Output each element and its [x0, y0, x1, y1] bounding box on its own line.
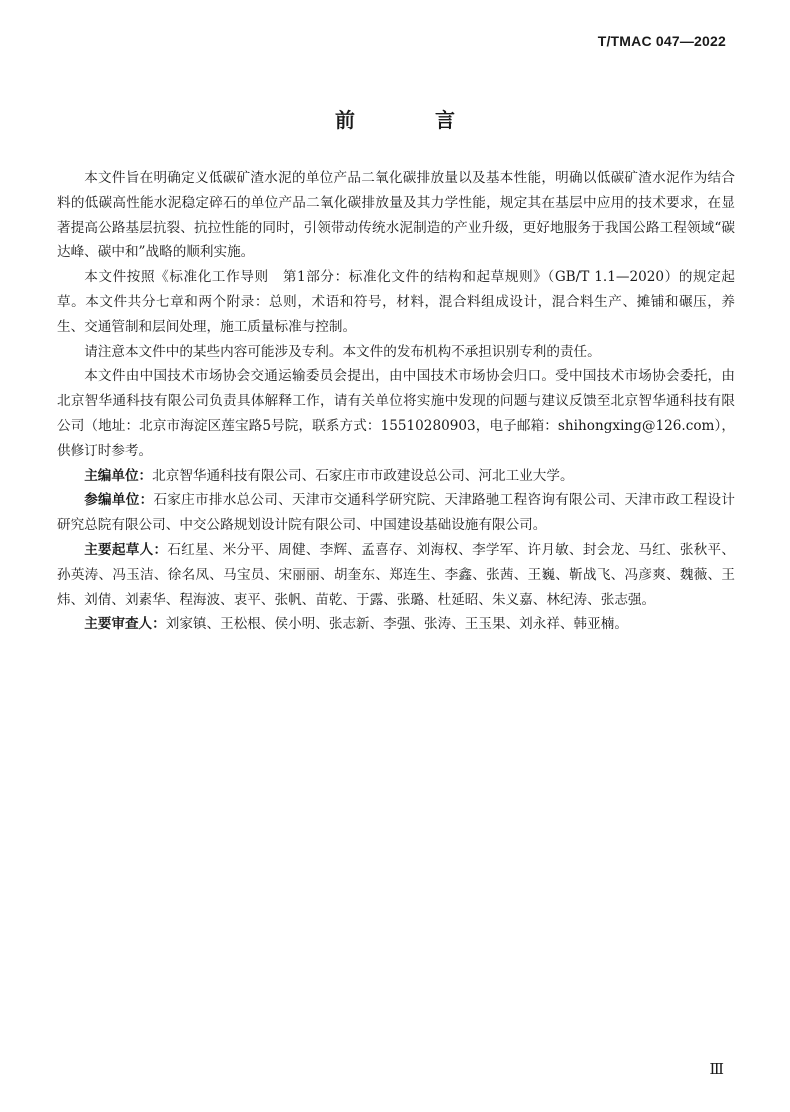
paragraph-drafting-rules: 本文件按照《标准化工作导则 第1部分：标准化文件的结构和起草规则》（GB/T 1.1—2020）的规定起草。本文件共分七章和两个附录：总则，术语和符号，材料，混合料组成设计，混合料生产、摊铺和碾压，养生、交通管制和层间处理，施工质量标准与控制。: [57, 269, 735, 335]
credit-label-chief-editor: 主编单位：: [84, 467, 153, 484]
credit-participants: [57, 488, 735, 538]
paragraph-patent-notice: 请注意本文件中的某些内容可能涉及专利。本文件的发布机构不承担识别专利的责任。: [84, 343, 601, 360]
paragraph-purpose: 本文件旨在明确定义低碳矿渣水泥的单位产品二氧化碳排放量以及基本性能，明确以低碳矿渣水泥作为结合料的低碳高性能水泥稳定碎石的单位产品二氧化碳排放量及其力学性能，规定其在基层中应用的技术要求，在显著提高公路基层抗裂、抗拉性能的同时，引领带动传统水泥制造的产业升级，更好地服务于我国公路工程领域“碳达峰、碳中和”战略的顺利实施。: [57, 170, 735, 261]
credit-label-reviewers: 主要审查人：: [84, 616, 166, 633]
credit-text-drafters: 石红星、米分平、周健、李辉、孟喜存、刘海权、李学军、许月敏、封会龙、马红、张秋平、孙英涛、冯玉洁、徐名凤、马宝员、宋丽丽、胡奎东、郑连生、李鑫、张茜、王巍、靳战飞、冯彦爽、魏薇、王炜、刘倩、刘素华、程海波、衷平、张帆、苗乾、于露、张璐、杜延昭、朱义嘉、林纪涛、张志强。: [57, 541, 736, 608]
page-number: Ⅲ: [709, 1060, 724, 1078]
page-title: 前 言: [335, 108, 485, 132]
credit-label-drafters: 主要起草人：: [84, 541, 168, 558]
credit-reviewers: [57, 612, 735, 637]
credit-text-reviewers: 刘家镇、王松根、侯小明、张志新、李强、张涛、王玉果、刘永祥、韩亚楠。: [165, 616, 628, 633]
foreword-body: [57, 166, 735, 637]
credit-label-participants: 参编单位：: [84, 492, 154, 509]
credit-chief-editor: [57, 464, 735, 489]
paragraph-proposal: 本文件由中国技术市场协会交通运输委员会提出，由中国技术市场协会归口。受中国技术市场协会委托，由北京智华通科技有限公司负责具体解释工作，请有关单位将实施中发现的问题与建议反馈至北京智华通科技有限公司（地址：北京市海淀区莲宝路5号院，联系方式：15510280903，电子邮箱：shihongxing@126.com），供修订时参考。: [57, 368, 735, 459]
document-code: T/TMAC 047—2022: [597, 33, 726, 49]
credit-text-participants: 石家庄市排水总公司、天津市交通科学研究院、天津路驰工程咨询有限公司、天津市政工程设计研究总院有限公司、中交公路规划设计院有限公司、中国建设基础设施有限公司。: [57, 492, 735, 534]
credit-text-chief-editor: 北京智华通科技有限公司、石家庄市市政建设总公司、河北工业大学。: [152, 467, 574, 484]
credit-drafters: [57, 538, 735, 612]
